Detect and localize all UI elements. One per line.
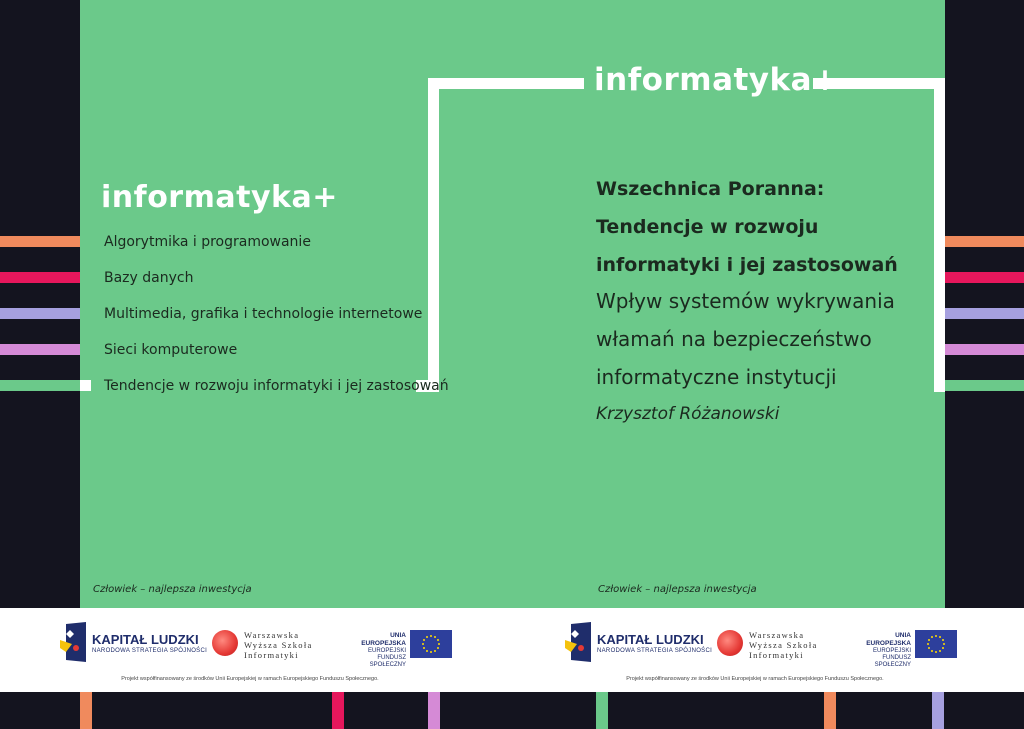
funding-note: Projekt współfinansowany ze środków Unii Europejskiej w ramach Europejskiego Funduszu Społecznego. bbox=[121, 676, 379, 682]
eu-stars-icon bbox=[915, 630, 957, 658]
series-line: Tendencje w rozwoju bbox=[596, 216, 819, 238]
subject-line: informatyczne instytucji bbox=[596, 365, 837, 389]
kapital-ludzki-logo-icon bbox=[60, 622, 88, 664]
brand-logo-top: informatyka+ bbox=[594, 62, 839, 98]
kapital-ludzki-logo-icon bbox=[565, 622, 593, 664]
subject-line: włamań na bezpieczeństwo bbox=[596, 327, 872, 351]
eu-line: FUNDUSZ SPOŁECZNY bbox=[369, 655, 406, 668]
sponsor-logos-left bbox=[60, 620, 480, 682]
wwsi-line: Wyższa Szkoła bbox=[749, 640, 818, 650]
lecture-subject bbox=[596, 282, 895, 396]
bottom-bar-green bbox=[596, 692, 608, 729]
stripe-orange-left bbox=[0, 236, 80, 247]
wwsi-line: Informatyki bbox=[244, 650, 299, 660]
kapital-ludzki-subtitle: NARODOWA STRATEGIA SPÓJNOŚCI bbox=[92, 648, 208, 654]
kapital-ludzki-subtitle: NARODOWA STRATEGIA SPÓJNOŚCI bbox=[597, 648, 713, 654]
stripe-lavender-left bbox=[0, 308, 80, 319]
series-title bbox=[596, 170, 898, 284]
eu-flag-icon bbox=[915, 630, 957, 658]
kapital-ludzki-title: KAPITAŁ LUDZKI bbox=[92, 632, 199, 647]
bottom-bar-lilac bbox=[428, 692, 440, 729]
wwsi-line: Warszawska bbox=[749, 630, 805, 640]
bottom-bar-orange bbox=[80, 692, 92, 729]
wwsi-logo-icon bbox=[212, 630, 238, 656]
motto-right: Człowiek – najlepsza inwestycja bbox=[598, 584, 757, 595]
eu-line: EUROPEJSKI bbox=[367, 648, 406, 654]
eu-label bbox=[346, 632, 406, 669]
kapital-ludzki-title: KAPITAŁ LUDZKI bbox=[597, 632, 704, 647]
author-name: Krzysztof Różanowski bbox=[596, 404, 780, 424]
bottom-bar-pink bbox=[332, 692, 344, 729]
eu-title: UNIA EUROPEJSKA bbox=[866, 632, 911, 647]
bottom-bar-orange-2 bbox=[824, 692, 836, 729]
stripe-green-left bbox=[0, 380, 80, 391]
funding-note: Projekt współfinansowany ze środków Unii Europejskiej w ramach Europejskiego Funduszu Społecznego. bbox=[626, 676, 884, 682]
eu-line: EUROPEJSKI bbox=[872, 648, 911, 654]
frame-top-left bbox=[428, 78, 584, 89]
wwsi-line: Warszawska bbox=[244, 630, 300, 640]
stripe-pink-left bbox=[0, 272, 80, 283]
series-line: informatyki i jej zastosowań bbox=[596, 254, 898, 276]
topic-item: Sieci komputerowe bbox=[104, 342, 238, 358]
sponsor-logos-right bbox=[565, 620, 985, 682]
eu-title: UNIA EUROPEJSKA bbox=[361, 632, 406, 647]
topics-list bbox=[104, 233, 449, 413]
topic-item: Algorytmika i programowanie bbox=[104, 234, 311, 250]
eu-label bbox=[851, 632, 911, 669]
stripe-lavender-right bbox=[945, 308, 1024, 319]
motto-left: Człowiek – najlepsza inwestycja bbox=[93, 584, 252, 595]
stripe-lilac-right bbox=[945, 344, 1024, 355]
eu-line: FUNDUSZ SPOŁECZNY bbox=[874, 655, 911, 668]
active-topic-marker bbox=[80, 380, 91, 391]
wwsi-logo-icon bbox=[717, 630, 743, 656]
brand-logo-left: informatyka+ bbox=[101, 180, 338, 215]
eu-stars-icon bbox=[410, 630, 452, 658]
series-line: Wszechnica Poranna: bbox=[596, 178, 825, 200]
stripe-orange-right bbox=[945, 236, 1024, 247]
eu-flag-icon bbox=[410, 630, 452, 658]
topic-item-active: Tendencje w rozwoju informatyki i jej zastosowań bbox=[104, 378, 449, 394]
bottom-bar-lavender bbox=[932, 692, 944, 729]
wwsi-line: Informatyki bbox=[749, 650, 804, 660]
stripe-pink-right bbox=[945, 272, 1024, 283]
stripe-green-right bbox=[945, 380, 1024, 391]
subject-line: Wpływ systemów wykrywania bbox=[596, 289, 895, 313]
stripe-lilac-left bbox=[0, 344, 80, 355]
wwsi-name bbox=[749, 630, 818, 660]
topic-item: Bazy danych bbox=[104, 270, 194, 286]
wwsi-name bbox=[244, 630, 313, 660]
frame-right-vertical bbox=[934, 78, 945, 392]
wwsi-line: Wyższa Szkoła bbox=[244, 640, 313, 650]
topic-item: Multimedia, grafika i technologie internetowe bbox=[104, 306, 423, 322]
